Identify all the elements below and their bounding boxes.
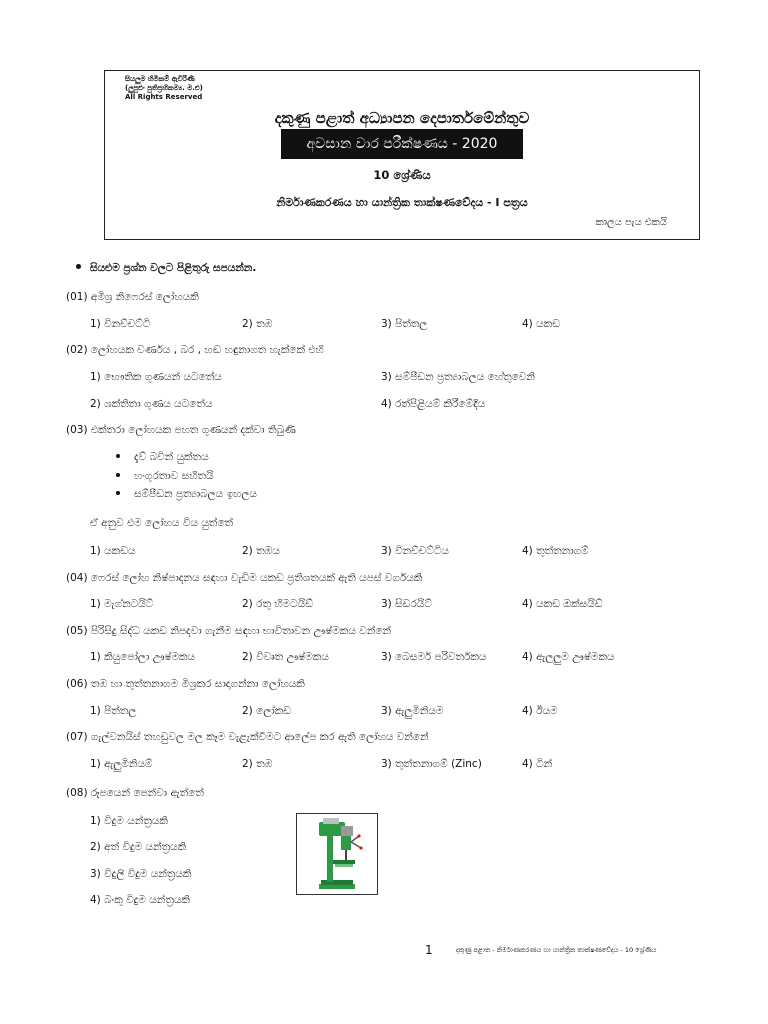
subject-title: නිර්මාණකරණය හා යාන්ත්‍රික තාක්ෂණවේදය - I පත්‍රය	[276, 196, 528, 209]
question-stem: (04) ෆෙරස් ලෝහ නිෂ්පාදනය සඳහා වැඩිම යකඩ ප්‍රතිශතයක් ඇති යපස් වර්ගයකි	[66, 572, 423, 584]
property-bullet	[116, 488, 257, 501]
answer-option: 2) රතු හිමටයිඩ්	[242, 598, 314, 610]
answer-option: 1) විනච්චට්ටි	[90, 318, 151, 330]
property-text: දැව් බවින් යුක්තය	[134, 451, 209, 463]
answer-option: 3) සම්පීඩන ප්‍රත්‍යාබලය හේතුවෙනි	[381, 371, 535, 383]
property-bullet	[116, 451, 209, 464]
answer-option: 4) ටින්	[522, 758, 553, 770]
answer-option: 1) ඇලුමිනියම්	[90, 758, 153, 770]
drill-press-image	[296, 813, 378, 895]
exam-header	[104, 70, 700, 240]
page-number: 1	[425, 943, 433, 957]
question-stem: (05) පිරිසිදු සිද්ධ යකඩ නිපදවා ගැනීම සඳහා භාවිතාවන ඌෂ්මකය වන්නේ	[66, 625, 391, 637]
copyright-notice	[125, 75, 203, 102]
answer-option: 4) යකඩ ඔක්සයිඩ්	[522, 598, 603, 610]
exam-title: අවසාන වාර පරීක්ෂණය - 2020	[281, 129, 523, 159]
answer-option: 1) යකඩය	[90, 545, 136, 557]
answer-option: 3) ඇලුමිනියම	[381, 705, 444, 717]
answer-option: 2) තඹ	[242, 318, 273, 330]
answer-option: 3) විදුලි විදුම යන්ත්‍රයකි	[90, 868, 192, 880]
question-stem: (06) තඹ හා තුත්තනාගම මිශ්‍රකර සාදාගන්නා ලෝහයකි	[66, 678, 305, 690]
exam-duration: කාලය පැය එකයි	[595, 217, 667, 228]
copyright-line-2: (ලුපුළුං පුතිප්‍රහිකම්‍ය. ම.ළු)	[125, 84, 203, 92]
answer-option: 3) සිඩරයිට්	[381, 598, 432, 610]
property-text: හංගුරතාව සහිතයි	[134, 470, 214, 482]
bullet-icon	[116, 473, 120, 477]
drill-press-icon	[297, 814, 377, 894]
department-name: දකුණු පළාත් අධ්‍යාපන දෙපාර්තමේන්තුව	[274, 109, 530, 127]
copyright-line-3: All Rights Reserved	[125, 93, 203, 101]
answer-option: 4) ඇලලුම ඌෂ්මකය	[522, 651, 615, 663]
question-stem: (01) අමිශ්‍ර නිෆෙරස් ලෝහයකි	[66, 291, 199, 303]
answer-option: 2) ශක්තිතා ගුණය යටතේය	[90, 398, 213, 410]
question-stem: (03) එක්තරා ලෝහයක පහත ගුණයන් දක්වා තිබුණි	[66, 424, 296, 436]
answer-option: 1) මැග්නටයිට්	[90, 598, 154, 610]
copyright-line-1: සියලුම හිමිකම් ඇවිරිණි	[125, 75, 195, 83]
answer-option: 4) ඊයම	[522, 705, 558, 717]
property-bullet	[116, 470, 214, 483]
answer-option: 4) තුත්තනාගම්	[522, 545, 589, 557]
answer-option: 1) කියුපෝලා ඌෂ්මකය	[90, 651, 196, 663]
answer-option: 2) ලෝකඩ	[242, 705, 292, 717]
bullet-icon	[76, 264, 81, 269]
answer-option: 2) තඹය	[242, 545, 280, 557]
instruction	[76, 262, 256, 275]
answer-option: 4) රත්පිළියම් කිරීමේදිය	[381, 398, 486, 410]
question-follow-up: ඒ අනුව එම ලෝහය විය යුත්තේ	[90, 517, 234, 529]
answer-option: 2) විවෘත ඌෂ්මකය	[242, 651, 329, 663]
question-stem: (07) ගැල්වනයිස් තහඩුවල මල කෑම වැළැක්වීමට ආලේප කර ඇති ලෝහය වන්නේ	[66, 731, 429, 743]
bullet-icon	[116, 454, 120, 458]
answer-option: 4) යකඩ	[522, 318, 560, 330]
instruction-text: සියළුම ප්‍රශ්න වලට පිළිතුරු සපයන්න.	[90, 262, 257, 274]
footer-text: දකුණු පළාත - නිර්මාණකරණය හා යාන්ත්‍රික තාක්ෂණවේදය - 10 ශ්‍රේණිය	[456, 946, 657, 954]
answer-option: 1) භෞතික ගුණයන් යටතේය	[90, 371, 222, 383]
answer-option: 4) බංකු විදුම යන්ත්‍රයකි	[90, 894, 190, 906]
answer-option: 3) පිත්තල	[381, 318, 428, 330]
answer-option: 3) බෙසමර් පරිවර්තකය	[381, 651, 487, 663]
grade-label: 10 ශ්‍රේණිය	[373, 168, 431, 182]
answer-option: 3) තුත්තනාගම් (Zinc)	[381, 758, 482, 770]
answer-option: 1) පිත්තල	[90, 705, 137, 717]
question-stem: (08) රූපයෙන් පෙන්වා ඇත්තේ	[66, 787, 204, 799]
property-text: සම්පීඩන ප්‍රත්‍යාබලය ඉහලය	[134, 488, 257, 500]
answer-option: 2) අත් විදුම යන්ත්‍රයකි	[90, 841, 187, 853]
answer-option: 2) තඹ	[242, 758, 273, 770]
bullet-icon	[116, 491, 120, 495]
question-stem: (02) ලෝහයක වර්ණය , බර , හඬ හඳුනාගත හැක්කේ එහි	[66, 344, 324, 356]
answer-option: 1) විදුම යන්ත්‍රයකි	[90, 815, 168, 827]
answer-option: 3) විනච්චට්ටිය	[381, 545, 449, 557]
